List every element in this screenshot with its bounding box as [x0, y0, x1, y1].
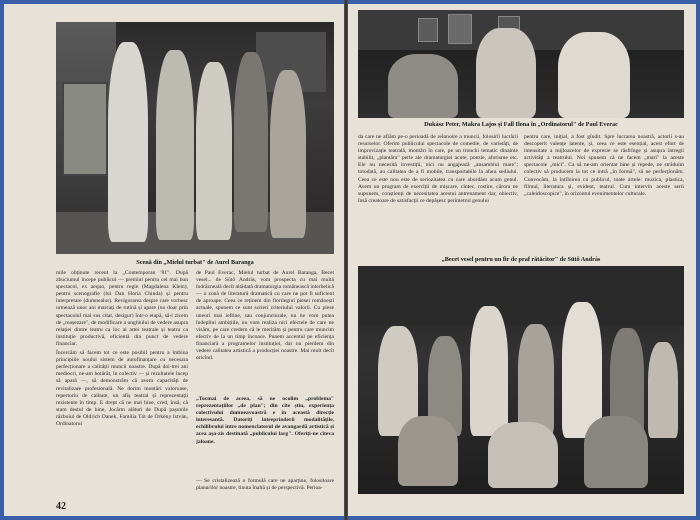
right-top-photo: [358, 10, 684, 118]
interview-question: „Tocmai de aceea, să ne ocolim „problema" reprezentațiilor „de plan"; din cite știu, experiența colectivului dumneavoastră e în această direcție interesantă. Datoriți intreprinderii modalitățile, echilibrului între nomenclatorul de avangardă artistică și acea așa-zis destinată „publicului larg". Oferiți-ne cîteva jaloane.: [196, 396, 334, 445]
right-text-column-1: [358, 134, 518, 252]
left-text-column-1: [56, 270, 188, 510]
paragraph: Încercăm să facem tot ce este posibil pentru a îmbina principiile noului sistem de autofinanțare cu necesara perfecționare a calității muncii noastre. După doi-trei ani mediocri, ne-am hotărât, în colectiv — și rezultatele încep să apară —, să demonstrăm că avem capacități de revitalizare profesională. Ne dorim montări valoroase, repertoriu de calitate, un afiș teatral și reprezentații rezistente în timp. E drept că ne mai bine, cred, însă, că stam destul de bine, Jocărm alături de După pașunile războiul de Oldrich Danek, Familia Tót de Örkény István, Ordinatorul: [56, 350, 188, 427]
interview-answer: — Se cristalizează o formulă care ne aparține, folositoare planurilor noastre, tinuta înaltă și de perspectivă. Perioa-: [196, 478, 334, 492]
right-text-column-2: [524, 134, 684, 252]
left-photo-caption: Scenă din „Mielul turbat" de Aurel Baranga: [136, 259, 254, 266]
left-scene-photo: [56, 22, 334, 254]
left-page: [4, 4, 344, 516]
paragraph: pentru care, inițial, a fost gîndit. Spre lucrarea noastră, actorii s-au descoperit valențe latente, și, ceea ce este esențial, acest efort de intensitate a mijloacelor de expresie se răsfrînge și asupra întregii activități a teatrului. Noi spunem că ne facem „mari" la aceste spectacole „mici". Ca să ne-am orientat bine și repede, ne străduim colectiv să producem la tot ce intră „în formă", să ne perfecționăm. Convocăm, la întîlnirea cu publicul, toate artele: muzica, plastica, filmul, literatura și, evident, teatrul. Cum intervin aceste serii „caleidoscopice", în orizontul evenimentelor culturale.: [524, 134, 684, 197]
right-page: [348, 4, 696, 516]
left-text-column-2: [196, 270, 334, 394]
page-number: 42: [56, 501, 66, 512]
paragraph: de Paul Everac, Mielul turbat de Aurel Baranga, Becet vesel... de Sütő András, vom prospecta cu mai multă îndrăzneală decît altădată dramaturgia românească interbelică — o zonă de literatură dramatică cu care ne pot fi suficient de aproape. Ceea ce reținem din florilegiul piesei românești actuale, spunem ce sunt scrieri criteriului valorii. Cu piese uneori mai ieftine, sau conjuncturale, nu ne vom putea îndeplini ambițiile, nu vom realiza nici efectele de care ne visăm, pe care credem că le merităm și pentru care muncim efectiv de la un timp încoace. Punem accentul pe eficiența financiară a programelor instituției, dar nu pierdem din vedere calitatea artistică a producției noastre. Mai mult decît oricînd.: [196, 270, 334, 362]
right-bottom-caption: „Becet vesel pentru un fir de praf rătăcitor" de Sütő András: [441, 256, 601, 263]
right-top-caption: Dukász Peter, Makra Lajos și Fall Ilona în „Ordinatorul" de Paul Everac: [424, 121, 618, 128]
paragraph: mile obținute recent la „Contemporan '81". După zbuciumul începe publicul — premiul pentru cel mai bun spectacol, ex aequo, pentru regie (Magdalena Klein), pentru scenografie (lui Dan Horia Chinda) și pentru interpretare (dumnealor). Revigorarea despre care vorbesc urmează unor ani marcați de rutină și apare (nu doar prin spectacolul mai sus citat, desigur) într-o etapă, să-i zicem de „reașezare", de modificare a unghiului de vedere asupra relației dintre teatru ca loc al artei teatrale și teatru ca instituție productivă, eficientă din punct de vedere financiar.: [56, 270, 188, 347]
right-bottom-photo: [358, 266, 684, 494]
paragraph: da care ne aflăm pe-o perioadă de reînnoire a muncii, folosirii lucrării resurselor. Oferim publicului spectacole de comedie, de varietăți, de improvizație teatrală, montări în care, pe un tronchi tematic dinainte stabilit, „plantăm" perle ale dramaturgiei acute, poezie, aforisme etc. Ele nu necesită investiții, nici nu angajează „ansamblul mare"; totodată, au calitatea de a fi mobile, transportabile la afara sediului. Ceea ce este nou este de seriozitatea cu care abordăm acum genul. Avem un program de exerciții de mișcare, cîntec, rostire, cărora ne supunem, conștienți de necesitatea acestui antrenament dar, obiectiv, însă creatoare de satisfacții ce depășesc perimetrul genului: [358, 134, 518, 204]
